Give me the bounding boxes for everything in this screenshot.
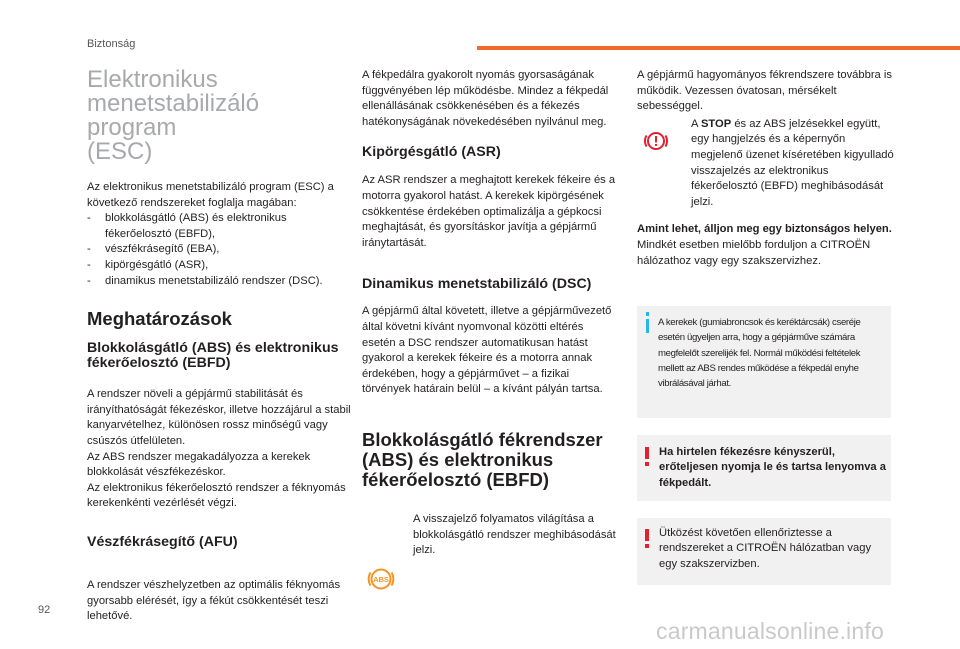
dsc-paragraph: A gépjármű által követett, illetve a gépjárművezető által követni kívánt nyomvonal közötti eltérés esetén a DSC rendszer automatikusan hatást gyakorol a kerekek fékeire és a motorra annak érdekében, hogy a gépjárművet – a fizikai törvények határain belül – a kívánt pályán tartsa. xyxy=(362,305,612,396)
info-icon-bar xyxy=(646,319,649,333)
column-1 xyxy=(87,68,352,625)
list-item: - kipörgésgátló (ASR), xyxy=(87,258,352,274)
contact-network-paragraph: Mindkét esetben mielőbb forduljon a CITROËN hálózathoz vagy egy szakszervizhez. xyxy=(637,238,871,267)
abs-icon-label: ABS xyxy=(373,575,389,584)
page-title-line: (ESC) xyxy=(87,138,153,165)
list-item: - blokkolásgátló (ABS) és elektronikus fékerőelosztó (EBFD), xyxy=(87,211,352,242)
afu-paragraph: A rendszer vészhelyzetben az optimális féknyomás gyorsabb elérését, így a fékút csökkentését teszi lehetővé. xyxy=(87,578,341,623)
exclamation-icon-dot xyxy=(645,544,649,548)
info-note-box xyxy=(637,306,891,418)
abs-warning-icon xyxy=(366,564,396,594)
warning-after-collision-text: Ütközést követően ellenőriztesse a rendszereket a CITROËN hálózatban vagy egy szakszervizben. xyxy=(659,527,872,570)
exclamation-icon xyxy=(645,447,649,459)
header-accent-bar xyxy=(477,46,960,50)
column-3 xyxy=(637,68,895,269)
stop-text-post: és az ABS jelzésekkel együtt, egy hangjelzés és a képernyőn megjelenő üzenet kíséretében kigyulladó visszajelzés az elektronikus fékerőelosztó (EBFD) meghibásodását jelzi. xyxy=(691,117,894,208)
brake-pressure-paragraph: A fékpedálra gyakorolt nyomás gyorsaságának függvényében lép működésbe. Mindez a fékpedál ellenállásának csökkenésében és a fékezés hatékonyságának növekedésében nyilvánul meg. xyxy=(362,69,609,128)
list-item: - vészfékrásegítő (EBA), xyxy=(87,242,352,258)
warning-emergency-braking-text: Ha hirtelen fékezésre kényszerül, erőteljesen nyomja le és tartsa lenyomva a fékpedált. xyxy=(659,446,886,489)
abs-light-paragraph: A visszajelző folyamatos világítása a blokkolásgátló rendszer meghibásodását jelzi. xyxy=(413,512,616,557)
asr-paragraph: Az ASR rendszer a meghajtott kerekek fékeire és a motorra gyakorol hatást. A kerekek kipörgésének csökkentése érdekében optimalizálja a gépkocsi meghajtását, és gyorsításkor javítja a gépjármű iránytartását. xyxy=(362,174,616,249)
abs-ebfd-large-heading: Blokkolásgátló fékrendszer (ABS) és elektronikus fékerőelosztó (EBFD) xyxy=(362,428,603,490)
page-title-line: Elektronikus xyxy=(87,66,218,93)
info-icon xyxy=(646,312,649,316)
stop-text-pre: A xyxy=(691,117,701,130)
warning-box-emergency-braking xyxy=(637,435,891,501)
exclamation-icon xyxy=(645,529,649,541)
definitions-heading: Meghatározások xyxy=(87,308,232,330)
abs-paragraph-3: Az elektronikus fékerőelosztó rendszer a féknyomás kerekenkénti vezérlését végzi. xyxy=(87,481,346,510)
section-label: Biztonság xyxy=(87,38,136,50)
watermark: carmanualsonline.info xyxy=(656,618,884,644)
exclamation-icon-dot xyxy=(645,462,649,466)
system-list xyxy=(87,211,352,289)
abs-ebfd-heading: Blokkolásgátló (ABS) és elektronikus fékerőelosztó (EBFD) xyxy=(87,340,339,372)
conventional-brake-paragraph: A gépjármű hagyományos fékrendszere továbbra is működik. Vezessen óvatosan, mérsékelt sebességgel. xyxy=(637,69,892,113)
column-2 xyxy=(362,68,617,559)
stop-keyword: STOP xyxy=(700,117,732,130)
intro-paragraph: Az elektronikus menetstabilizáló program (ESC) a következő rendszereket foglalja magában: xyxy=(87,181,334,209)
dsc-heading: Dinamikus menetstabilizáló (DSC) xyxy=(362,276,592,293)
list-item: - dinamikus menetstabilizáló rendszer (DSC). xyxy=(87,274,352,290)
abs-paragraph-2: Az ABS rendszer megakadályozza a kerekek blokkolását vészfékezéskor. xyxy=(87,450,311,479)
abs-paragraph-1: A rendszer növeli a gépjármű stabilitását és irányíthatóságát fékezéskor, illetve hozzájárul a stabil kanyarvételhez, különösen rossz minőségű vagy csúszós útfelületen. xyxy=(87,388,351,447)
asr-heading: Kipörgésgátló (ASR) xyxy=(362,144,501,161)
page-title-line: menetstabilizáló program xyxy=(87,90,260,141)
stop-safely-advice: Amint lehet, álljon meg egy biztonságos helyen. xyxy=(637,223,892,236)
page-title xyxy=(87,68,352,164)
info-note-text: A kerekek (gumiabroncsok és keréktárcsák) cseréje esetén ügyeljen arra, hogy a gépjárműve számára megfelelőt szerelijék fel. Normál működési feltételek mellett az ABS rendes működése a fékpedál enyhe vibrálásával járhat. xyxy=(658,317,861,390)
page-number: 92 xyxy=(38,604,51,616)
stop-abs-paragraph xyxy=(691,117,895,211)
afu-heading: Vészfékrásegítő (AFU) xyxy=(87,533,238,550)
warning-box-after-collision xyxy=(637,518,891,585)
stop-warning-icon xyxy=(643,128,669,154)
